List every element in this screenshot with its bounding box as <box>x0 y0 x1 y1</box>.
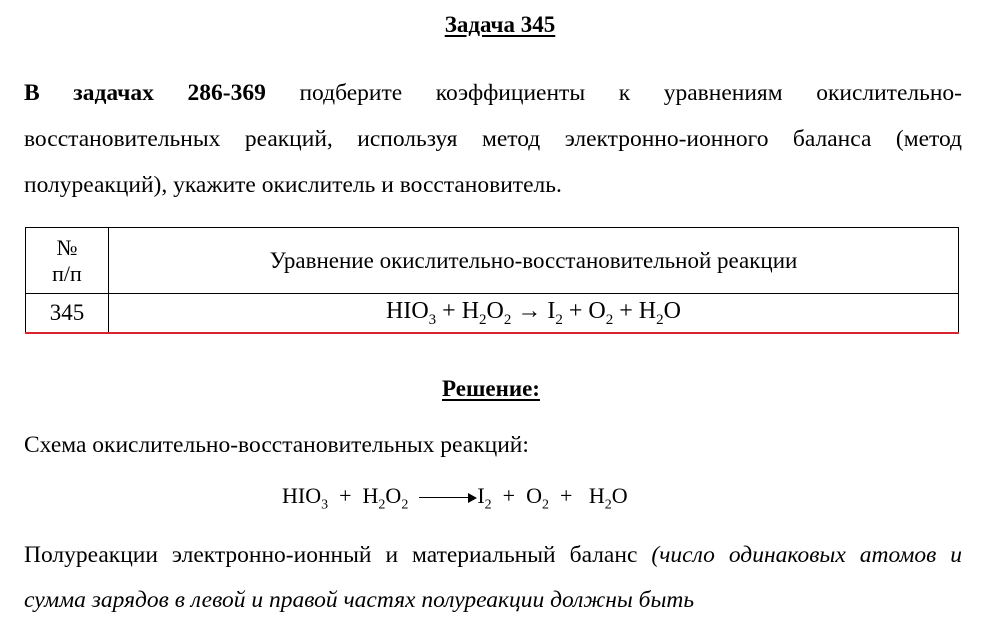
half-reactions-text: Полуреакции электронно-ионный и материальный баланс (число одинаковых атомов и сумма зарядов в левой и правой частях полуреакции должны быть <box>24 542 963 613</box>
equation-cell: $HIO_3 + H_2O_2 \to I_2 + O_2 + H_2O$ <box>109 294 959 334</box>
long-arrow-icon <box>419 491 477 505</box>
scheme-equation: $HIO_3 + H_2O_2$ $I_2 + O_2 + H_2O$ <box>282 483 628 513</box>
scheme-caption: Схема окислительно-восстановительных реакций: <box>24 432 529 458</box>
header-equation-cell: Уравнение окислительно-восстановительной реакции <box>109 228 959 294</box>
half-reactions-note: (число одинаковых атомов и сумма зарядов в левой и правой частях полуреакции должны быть <box>24 542 963 613</box>
header-number-abbr: п/п <box>52 260 82 286</box>
task-table <box>25 227 959 334</box>
table-header-row <box>26 228 959 294</box>
table-row <box>26 294 959 334</box>
row-number-cell: 345 <box>26 294 109 334</box>
page-title: Задача 345 <box>444 12 556 37</box>
reaction-arrow: → <box>511 297 548 324</box>
header-number-cell <box>26 228 109 294</box>
intro-bold: В задачах 286-369 <box>24 80 266 106</box>
header-number-sign: № <box>56 234 78 260</box>
intro-text: подберите коэффициенты к уравнениям окислительно-восстановительных реакций, используя метод электронно-ионного баланса (метод полуреакций), укажите окислитель и восстановитель. <box>24 80 962 198</box>
solution-title: Решение: <box>442 376 540 401</box>
task-intro <box>24 70 962 208</box>
